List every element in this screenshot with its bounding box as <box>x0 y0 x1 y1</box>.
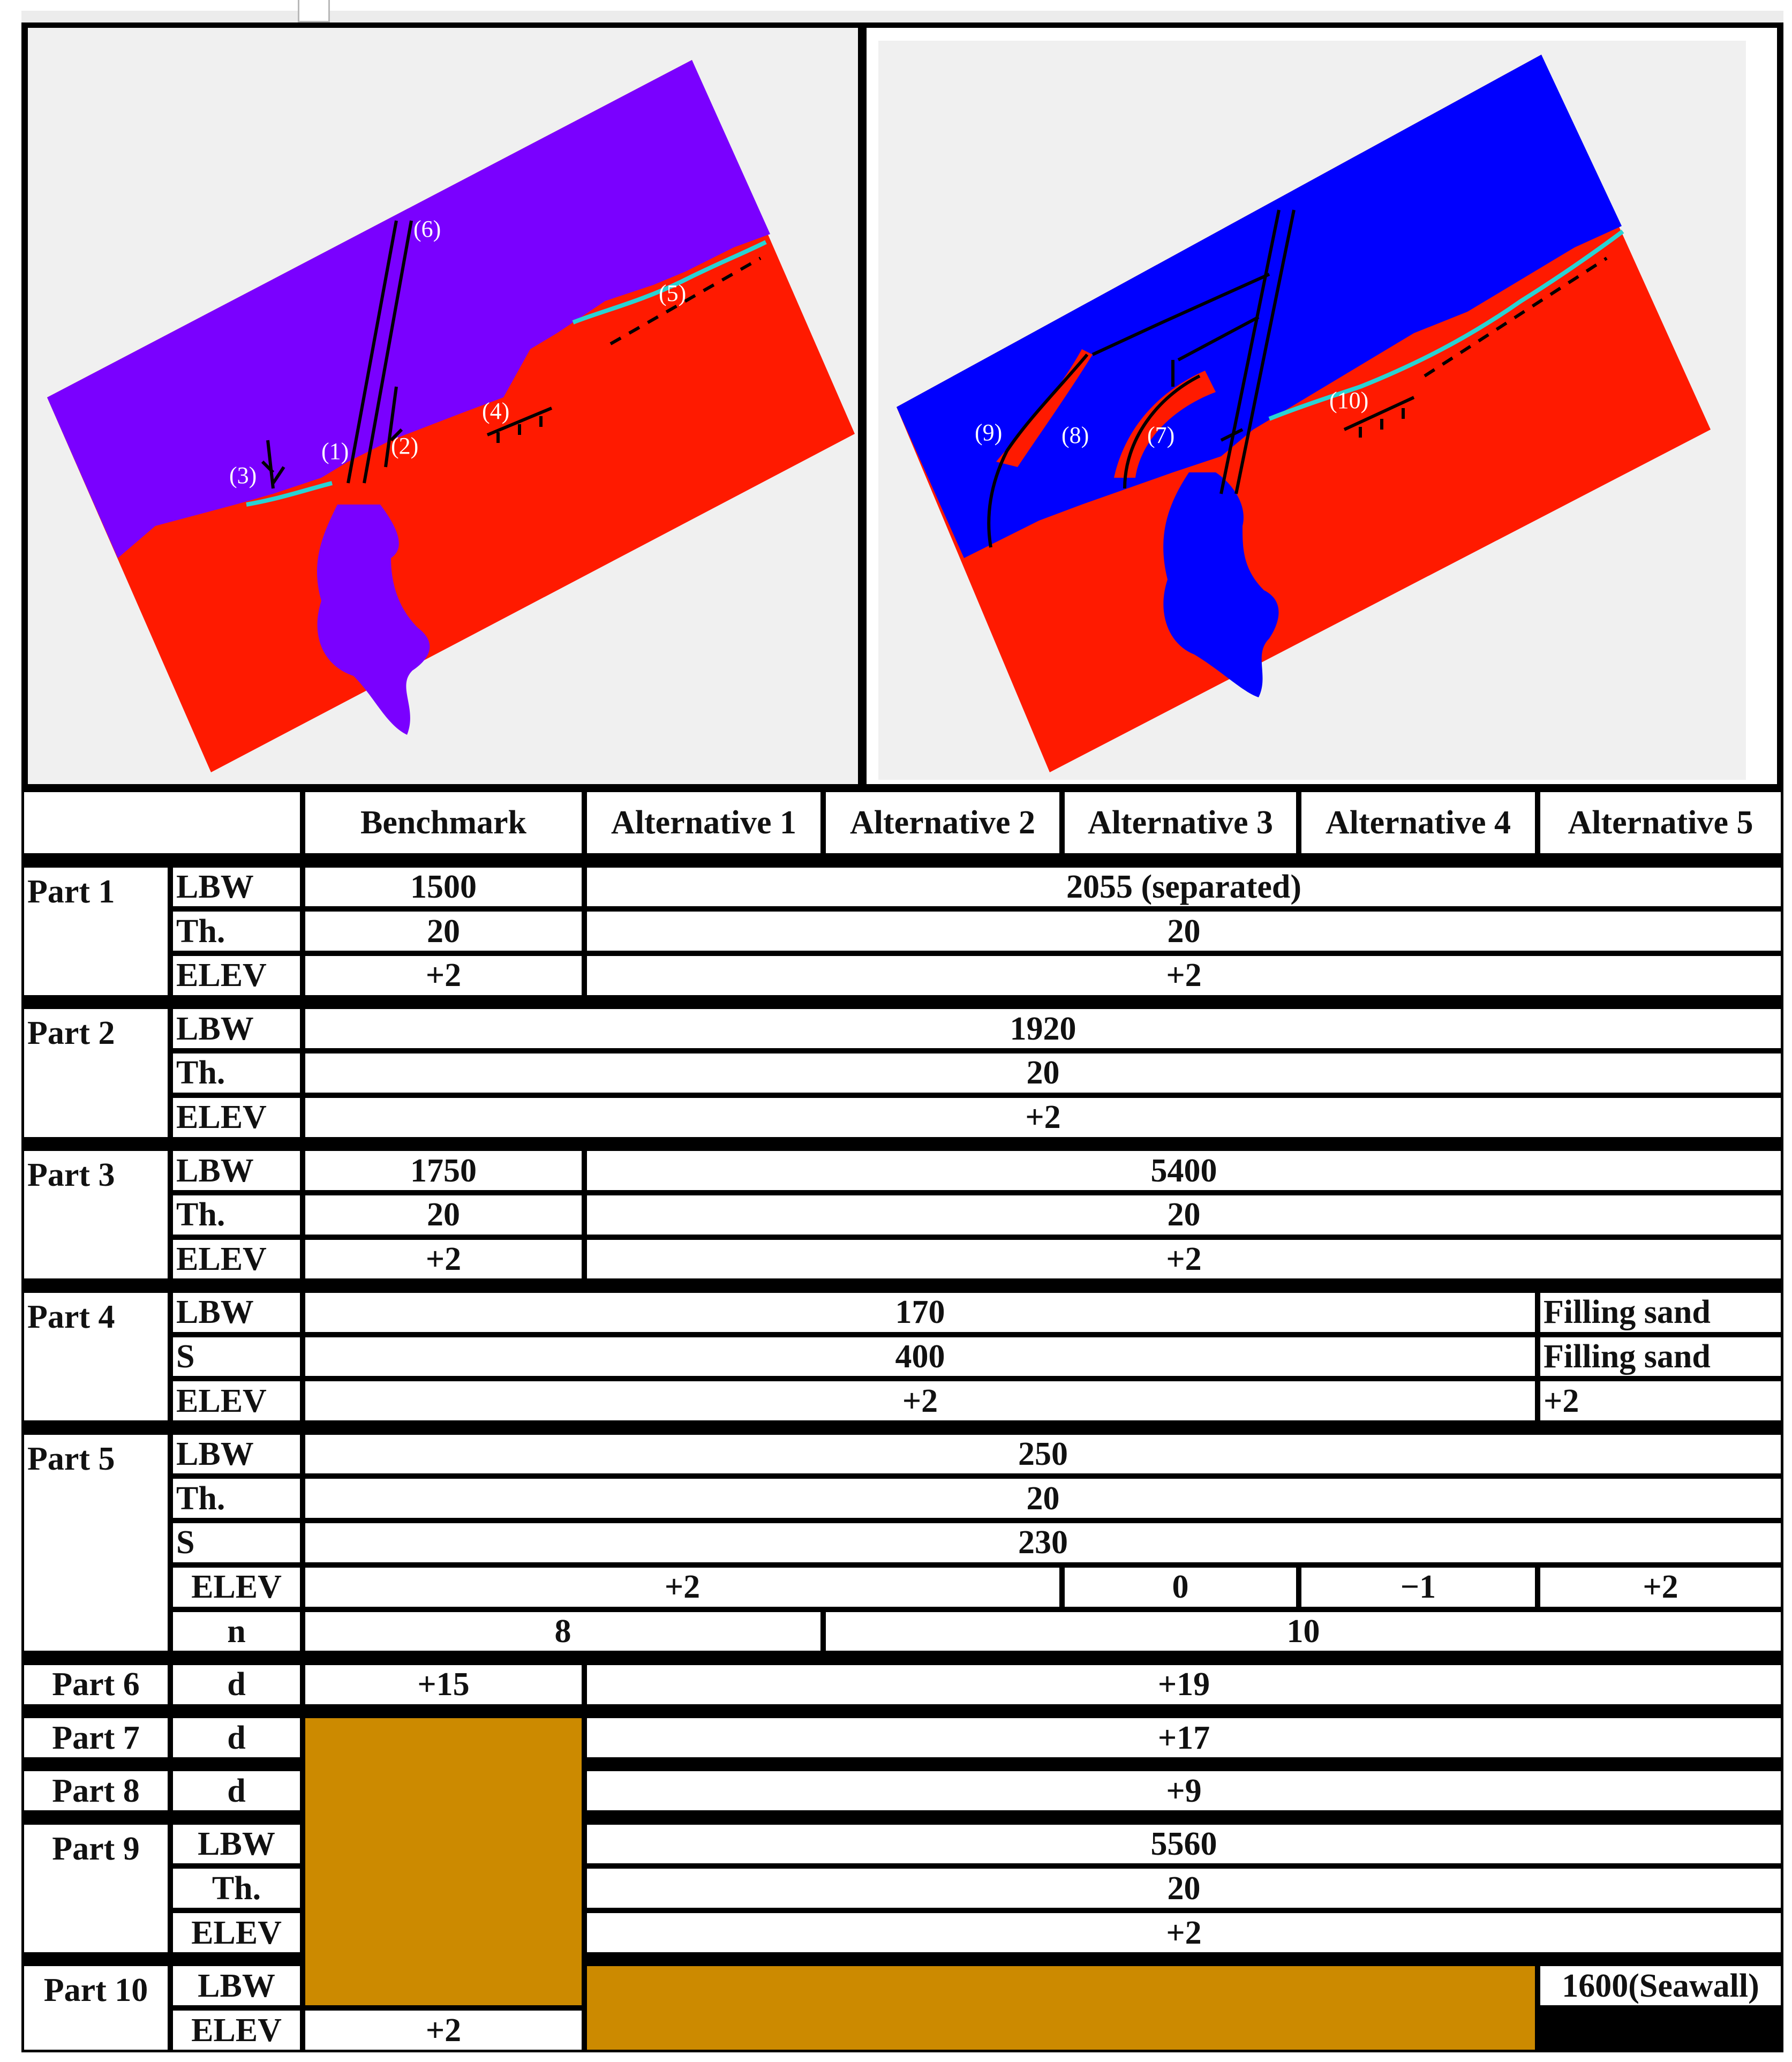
param-cell: ELEV <box>170 1379 303 1423</box>
benchmark-not-applicable <box>303 1715 584 2008</box>
value-cell: +2 <box>1538 1379 1783 1423</box>
param-cell: d <box>170 1715 303 1760</box>
map-label-1: (1) <box>321 438 349 464</box>
parameters-table-wrap <box>21 789 1783 2052</box>
value-cell: +2 <box>584 1910 1783 1955</box>
value-cell: 5400 <box>584 1148 1783 1193</box>
param-cell: Th. <box>170 1193 303 1237</box>
value-cell: +2 <box>303 1379 1538 1423</box>
value-cell: +15 <box>303 1662 584 1707</box>
param-cell: ELEV <box>170 1237 303 1282</box>
value-cell: +2 <box>303 1237 584 1282</box>
part-7-label: Part 7 <box>21 1715 170 1760</box>
value-cell: Filling sand <box>1538 1335 1783 1379</box>
map-label-9: (9) <box>975 419 1003 446</box>
param-cell: LBW <box>170 1006 303 1051</box>
param-cell: LBW <box>170 1432 303 1477</box>
part-4-label: Part 4 <box>21 1290 170 1423</box>
maps-row <box>21 22 1783 789</box>
param-cell: Th. <box>170 1476 303 1521</box>
map-label-6: (6) <box>413 216 441 242</box>
param-cell: ELEV <box>170 953 303 998</box>
param-cell: LBW <box>170 1290 303 1335</box>
value-cell: 20 <box>303 1193 584 1237</box>
param-cell: d <box>170 1662 303 1707</box>
header-alt-1: Alternative 1 <box>584 789 823 856</box>
header-alt-4: Alternative 4 <box>1299 789 1538 856</box>
value-cell: +9 <box>584 1768 1783 1813</box>
value-cell: 8 <box>303 1609 823 1654</box>
param-cell: S <box>170 1335 303 1379</box>
value-cell: 400 <box>303 1335 1538 1379</box>
part-1-label: Part 1 <box>21 865 170 998</box>
value-cell: 1600(Seawall) <box>1538 1963 1783 2008</box>
value-cell: +2 <box>584 1237 1783 1282</box>
header-row <box>21 789 1783 856</box>
value-cell: −1 <box>1299 1565 1538 1609</box>
value-cell: +2 <box>303 1565 1062 1609</box>
value-cell: 20 <box>584 909 1783 953</box>
header-alt-5: Alternative 5 <box>1538 789 1783 856</box>
parameters-table <box>21 789 1783 2052</box>
param-cell: ELEV <box>170 1910 303 1955</box>
header-alt-3: Alternative 3 <box>1062 789 1299 856</box>
map-label-5: (5) <box>659 280 687 306</box>
alternatives-not-applicable <box>584 1963 1538 2052</box>
header-alt-2: Alternative 2 <box>823 789 1062 856</box>
param-cell: ELEV <box>170 1565 303 1609</box>
value-cell: 10 <box>823 1609 1783 1654</box>
param-cell: d <box>170 1768 303 1813</box>
value-cell: Filling sand <box>1538 1290 1783 1335</box>
maps-svg <box>21 22 1783 789</box>
map-label-2: (2) <box>391 433 419 459</box>
map-label-3: (3) <box>229 462 257 488</box>
part-10-label: Part 10 <box>21 1963 170 2052</box>
tab-marker <box>298 0 330 22</box>
map-label-8: (8) <box>1061 422 1089 448</box>
part-9-label: Part 9 <box>21 1822 170 1955</box>
part-5-label: Part 5 <box>21 1432 170 1654</box>
map-label-7: (7) <box>1147 422 1175 448</box>
header-empty <box>21 789 303 856</box>
value-cell: 230 <box>303 1521 1783 1565</box>
value-cell: 1920 <box>303 1006 1783 1051</box>
param-cell: ELEV <box>170 1095 303 1140</box>
value-cell: 20 <box>584 1193 1783 1237</box>
value-cell: 1750 <box>303 1148 584 1193</box>
part-3-label: Part 3 <box>21 1148 170 1281</box>
map-label-10: (10) <box>1329 387 1369 413</box>
value-cell: 20 <box>303 1476 1783 1521</box>
param-cell: ELEV <box>170 2008 303 2052</box>
value-cell: +2 <box>584 953 1783 998</box>
value-cell: +2 <box>1538 1565 1783 1609</box>
part-2-label: Part 2 <box>21 1006 170 1139</box>
param-cell: Th. <box>170 909 303 953</box>
header-benchmark: Benchmark <box>303 789 584 856</box>
value-cell: 250 <box>303 1432 1783 1477</box>
value-cell: +2 <box>303 2008 584 2052</box>
value-cell: +2 <box>303 1095 1783 1140</box>
param-cell: LBW <box>170 1822 303 1867</box>
value-cell: 170 <box>303 1290 1538 1335</box>
value-cell: +2 <box>303 953 584 998</box>
part-8-label: Part 8 <box>21 1768 170 1813</box>
param-cell: LBW <box>170 865 303 909</box>
figure-frame <box>21 22 1783 2052</box>
value-cell: +17 <box>584 1715 1783 1760</box>
map-label-4: (4) <box>482 398 510 424</box>
value-cell: 20 <box>303 1051 1783 1095</box>
value-cell: 2055 (separated) <box>584 865 1783 909</box>
param-cell: LBW <box>170 1148 303 1193</box>
value-cell: 5560 <box>584 1822 1783 1867</box>
value-cell: 20 <box>303 909 584 953</box>
param-cell: LBW <box>170 1963 303 2008</box>
value-cell: 1500 <box>303 865 584 909</box>
value-cell: 0 <box>1062 1565 1299 1609</box>
param-cell: S <box>170 1521 303 1565</box>
param-cell: n <box>170 1609 303 1654</box>
value-cell: +19 <box>584 1662 1783 1707</box>
document-top-edge <box>21 11 1783 22</box>
param-cell: Th. <box>170 1866 303 1910</box>
value-cell: 20 <box>584 1866 1783 1910</box>
param-cell: Th. <box>170 1051 303 1095</box>
part-6-label: Part 6 <box>21 1662 170 1707</box>
